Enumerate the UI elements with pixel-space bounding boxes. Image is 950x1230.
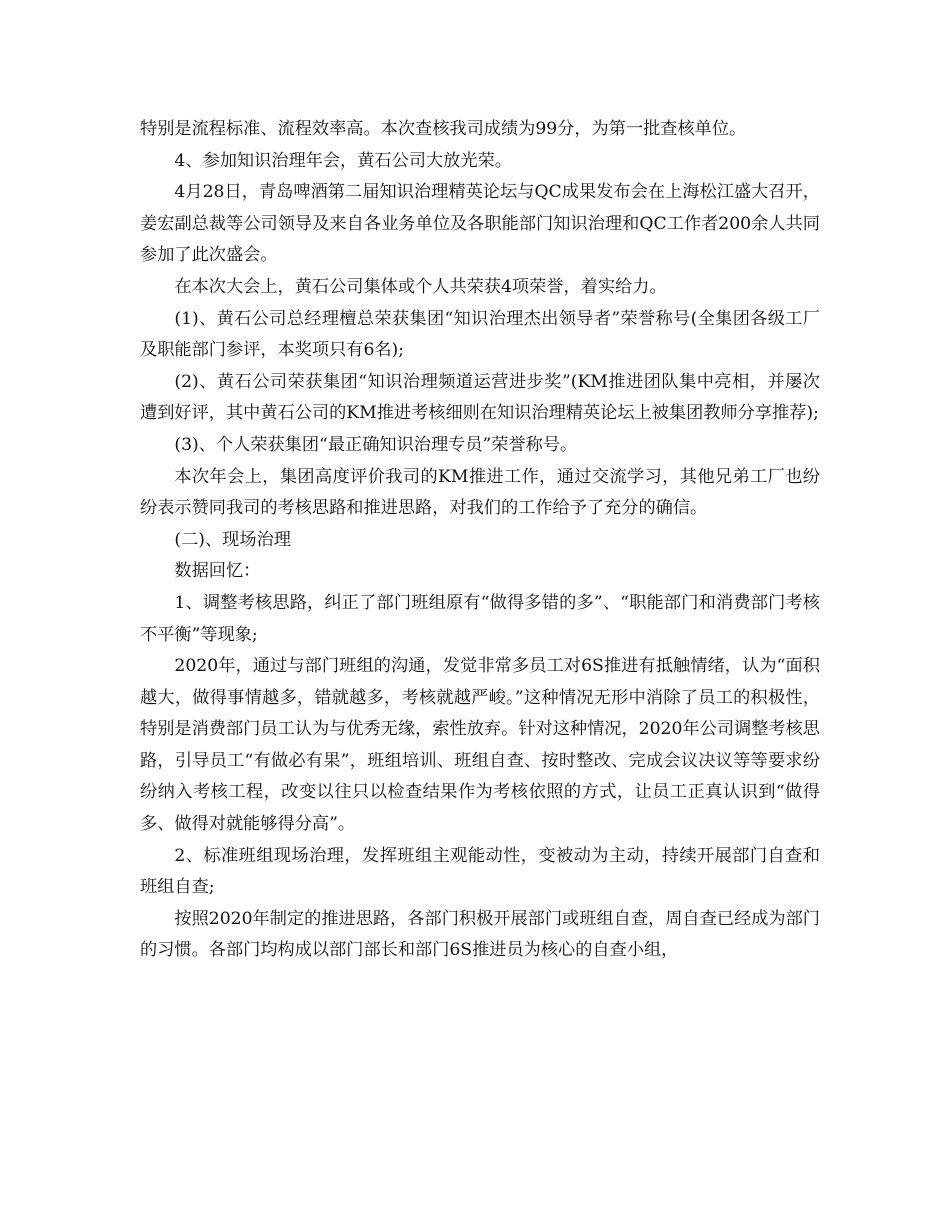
paragraph: (1)、黄石公司总经理檀总荣获集团“知识治理杰出领导者”荣誉称号(全集团各级工厂及职能部门参评，本奖项只有6名); xyxy=(140,308,820,361)
section-heading: (二)、现场治理 xyxy=(174,529,291,550)
paragraph: 本次年会上，集团高度评价我司的KM推进工作，通过交流学习，其他兄弟工厂也纷纷表示赞同我司的考核思路和推进思路，对我们的工作给予了充分的确信。 xyxy=(140,466,820,519)
paragraph: 按照2020年制定的推进思路，各部门积极开展部门或班组自查，周自查已经成为部门的习惯。各部门均构成以部门部长和部门6S推进员为核心的自查小组， xyxy=(140,908,820,961)
paragraph: 4月28日，青岛啤酒第二届知识治理精英论坛与QC成果发布会在上海松江盛大召开，姜宏副总裁等公司领导及来自各业务单位及各职能部门知识治理和QC工作者200余人共同参加了此次盛会。 xyxy=(140,182,820,266)
paragraph: 2、标准班组现场治理，发挥班组主观能动性，变被动为主动，持续开展部门自查和班组自查; xyxy=(140,845,820,898)
paragraph: 数据回忆： xyxy=(174,561,261,582)
paragraph: 2020年，通过与部门班组的沟通，发觉非常多员工对6S推进有抵触情绪，认为“面积越大，做得事情越多，错就越多，考核就越严峻。”这种情况无形中消除了员工的积极性，特别是消费部门员工认为与优秀无缘，索性放弃。针对这种情况，2020年公司调整考核思路，引导员工“有做必有果”，班组培训、班组自查、按时整改、完成会议决议等等要求纷纷纳入考核工程，改变以往只以检查结果作为考核依照的方式，让员工正真认识到“做得多、做得对就能够得分高”。 xyxy=(140,656,820,835)
paragraph: 特别是流程标准、流程效率高。本次查核我司成绩为99分，为第一批查核单位。 xyxy=(140,119,747,139)
paragraph: 4、参加知识治理年会，黄石公司大放光荣。 xyxy=(174,150,512,171)
paragraph: (2)、黄石公司荣获集团“知识治理频道运营进步奖”(KM推进团队集中亮相，并屡次遭到好评，其中黄石公司的KM推进考核细则在知识治理精英论坛上被集团教师分享推荐); xyxy=(140,371,820,424)
paragraph: (3)、个人荣获集团“最正确知识治理专员”荣誉称号。 xyxy=(174,434,578,455)
paragraph: 在本次大会上，黄石公司集体或个人共荣获4项荣誉，着实给力。 xyxy=(174,276,667,297)
body-text xyxy=(140,114,820,967)
paragraph: 1、调整考核思路，纠正了部门班组原有“做得多错的多”、“职能部门和消费部门考核不平衡”等现象; xyxy=(140,592,820,645)
